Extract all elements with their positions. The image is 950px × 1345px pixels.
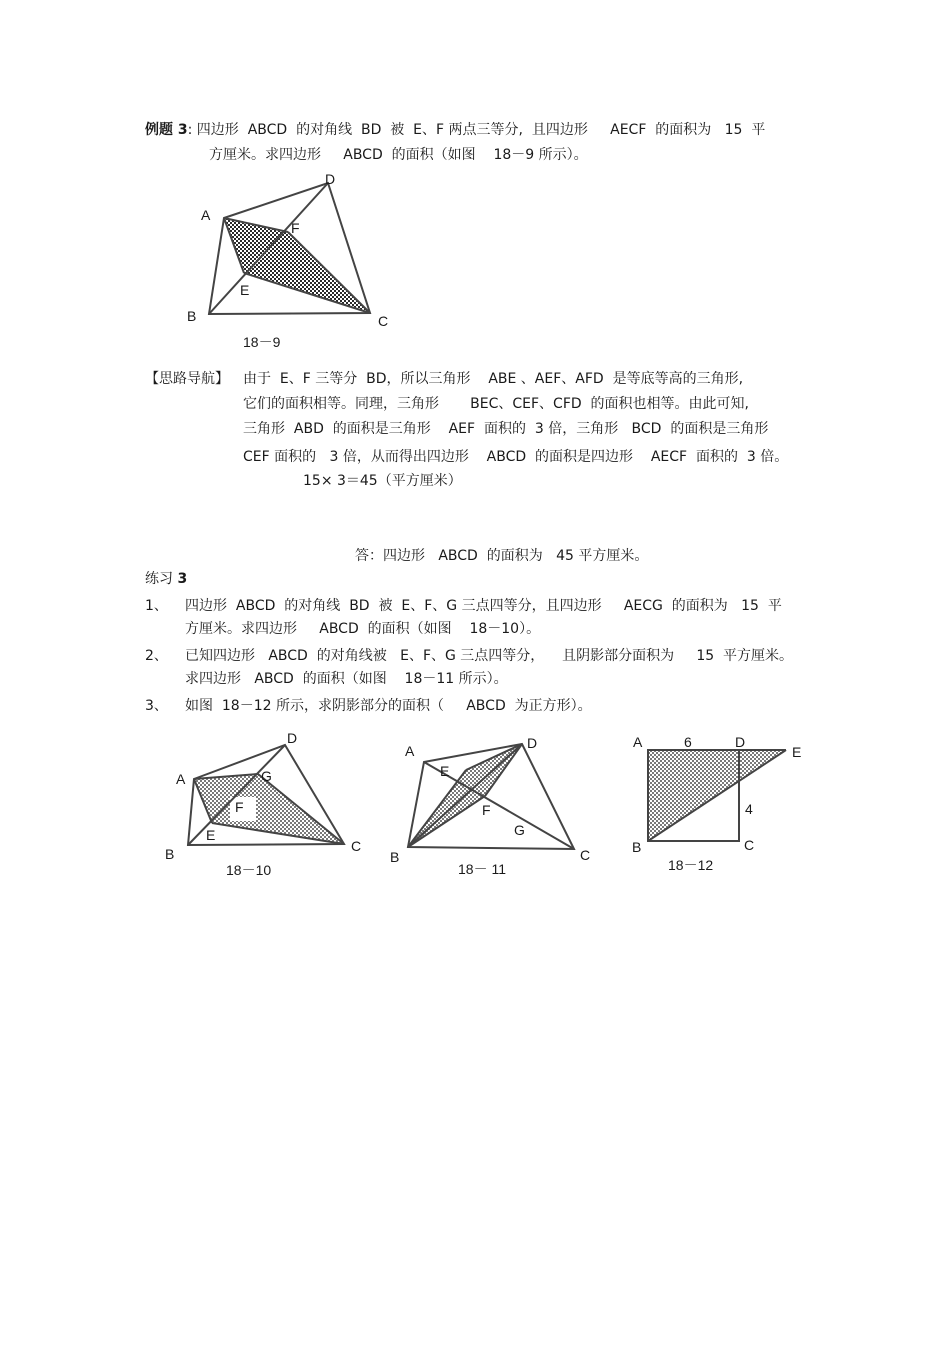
hint-line-1: 由于 E、F 三等分 BD，所以三角形 ABE 、AEF、AFD 是等底等高的三角形, xyxy=(243,371,744,387)
fig10-label-c: C xyxy=(351,838,362,854)
practice-title-num: 3 xyxy=(177,571,188,587)
fig10-label-a: A xyxy=(176,771,186,787)
fig11-label-f: F xyxy=(482,802,491,818)
fig11-label-g: G xyxy=(514,822,525,838)
example-line-2: 方厘米。求四边形 ABCD 的面积（如图 18－9 所示）。 xyxy=(209,147,588,163)
fig9-label-f: F xyxy=(291,220,300,236)
practice-3-num: 3、 xyxy=(145,698,168,714)
hint-tag: 【思路导航】 xyxy=(145,371,229,387)
example-text-1: 四边形 ABCD 的对角线 BD 被 E、F 两点三等分, 且四边形 AECF 的面积为 15 平 xyxy=(196,122,766,138)
fig12-side-right: 4 xyxy=(745,801,753,817)
fig11-caption: 18－ 11 xyxy=(458,861,506,877)
example-heading: 例题 3 xyxy=(145,122,188,138)
fig12-label-b: B xyxy=(632,839,642,855)
fig11-label-a: A xyxy=(405,743,415,759)
fig11-label-e: E xyxy=(440,763,450,779)
practice-title-text: 练习 xyxy=(145,571,178,587)
fig9-label-e: E xyxy=(240,282,250,298)
practice-1-num: 1、 xyxy=(145,598,168,614)
fig12-label-d: D xyxy=(735,734,746,750)
fig10-label-e: E xyxy=(206,827,216,843)
practice-2-num: 2、 xyxy=(145,648,168,664)
fig9-label-d: D xyxy=(325,171,336,187)
fig9-label-c: C xyxy=(378,313,389,329)
fig11-label-b: B xyxy=(390,849,400,865)
practice-3-line-1: 如图 18－12 所示，求阴影部分的面积（ ABCD 为正方形）。 xyxy=(185,698,592,714)
fig11-label-d: D xyxy=(527,735,538,751)
fig10-label-b: B xyxy=(165,846,175,862)
fig10-label-d: D xyxy=(287,730,298,746)
fig12-caption: 18－12 xyxy=(668,857,714,873)
example-colon: : xyxy=(187,122,193,138)
fig11-label-c: C xyxy=(580,847,591,863)
fig12-label-e: E xyxy=(792,744,802,760)
hint-line-3: 三角形 ABD 的面积是三角形 AEF 面积的 3 倍，三角形 BCD 的面积是三角形 xyxy=(243,421,769,437)
fig12-label-a: A xyxy=(633,734,643,750)
fig9-label-b: B xyxy=(187,308,197,324)
fig12-side-top: 6 xyxy=(684,734,692,750)
practice-2-line-1: 已知四边形 ABCD 的对角线被 E、F、G 三点四等分， 且阴影部分面积为 15 平方厘米。 xyxy=(185,648,794,664)
fig12-label-c: C xyxy=(744,837,755,853)
practice-1-line-1: 四边形 ABCD 的对角线 BD 被 E、F、G 三点四等分，且四边形 AECG 的面积为 15 平 xyxy=(185,598,782,614)
answer-line: 答：四边形 ABCD 的面积为 45 平方厘米。 xyxy=(355,548,649,564)
hint-line-2: 它们的面积相等。同理，三角形 BEC、CEF、CFD 的面积也相等。由此可知, xyxy=(243,396,750,412)
fig10-label-f: F xyxy=(235,799,244,815)
hint-line-4: CEF 面积的 3 倍，从而得出四边形 ABCD 的面积是四边形 AECF 面积的 3 倍。 xyxy=(243,449,789,465)
practice-1-line-2: 方厘米。求四边形 ABCD 的面积（如图 18－10）。 xyxy=(185,621,541,637)
fig9-label-a: A xyxy=(201,207,211,223)
fig10-caption: 18－10 xyxy=(226,862,272,878)
practice-2-line-2: 求四边形 ABCD 的面积（如图 18－11 所示）。 xyxy=(185,671,508,687)
fig10-label-g: G xyxy=(261,768,272,784)
fig9-caption: 18－9 xyxy=(243,334,281,350)
hint-formula: 15× 3＝45（平方厘米） xyxy=(303,473,462,489)
